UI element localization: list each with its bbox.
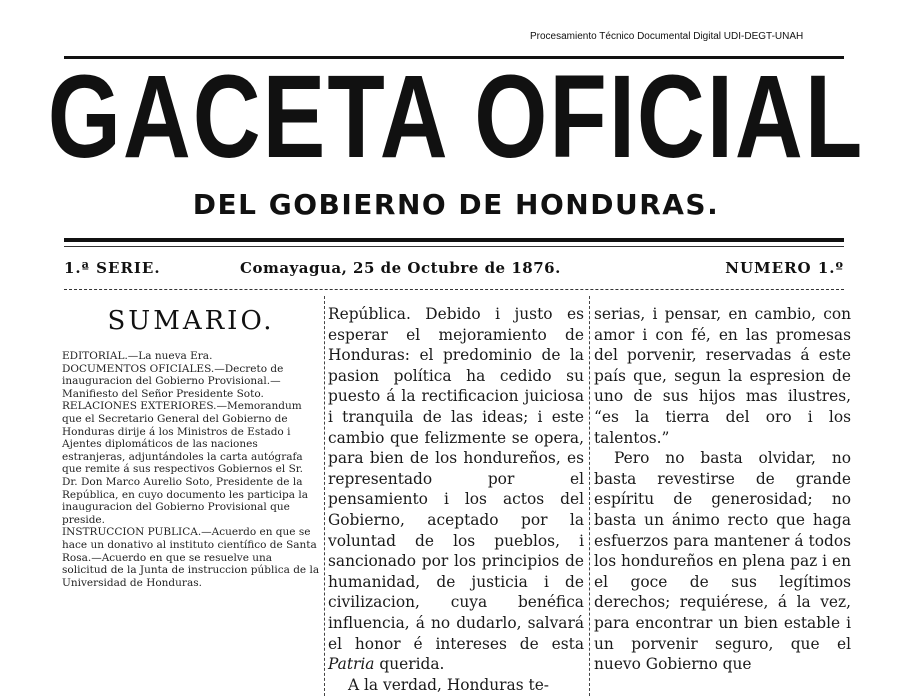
dateline-rule [64, 289, 844, 290]
serie-label: 1.ª SERIE. [64, 259, 161, 277]
paragraph: Pero no basta olvidar, no basta revestirse de grande espíritu de generosidad; no basta un ánimo recto que haga esfuerzos para mantener á todos los hondureños en plena paz i en el goce de sus legítimos derechos; requiérese, á la vez, para encontrar un bien estable i un porvenir seguro, que el nuevo Gobierno que [594, 449, 851, 674]
article-column-3 [594, 304, 851, 675]
summary-item-documentos: DOCUMENTOS OFICIALES.—Decreto de inauguracion del Gobierno Provisional.—Manifiesto del Señor Presidente Soto. [62, 362, 284, 400]
summary-column [62, 300, 320, 589]
summary-item-editorial: EDITORIAL.—La nueva Era. [62, 350, 213, 362]
dateline [64, 255, 844, 281]
paragraph-text: querida. [374, 655, 445, 674]
masthead-rule-thin [64, 246, 844, 247]
newspaper-subtitle: DEL GOBIERNO DE HONDURAS. [192, 188, 720, 221]
masthead-rule [64, 238, 844, 242]
paragraph [328, 304, 584, 675]
issue-number: NUMERO 1.º [725, 259, 844, 277]
paragraph: A la verdad, Honduras te- [348, 675, 550, 694]
summary-item-relaciones: RELACIONES EXTERIORES.—Memorandum que el Secretario General del Gobierno de Honduras dirije á los Ministros de Estado i Ajentes diplomáticos de las naciones estranjeras, adjuntándoles la carta autógrafa que remite á sus respectivos Gobiernos el Sr. Dr. Don Marco Aurelio Soto, Presidente de la República, en cuyo documento les participa la inauguracion del Gobierno Provisional que preside. [62, 400, 308, 526]
paragraph-text: República. Debido i justo es esperar el mejoramiento de Honduras: el predominio de la pasion política ha cedido su puesto á la rectificacion juiciosa i tranquila de las ideas; i este cambio que felizmente se opera, para bien de los hondureños, es representado por el pensamiento i los actos del Gobierno, aceptado por la voluntad de los pueblos, i sancionado por los principios de humanidad, de justicia i de civilizacion, cuya benéfica influencia, á no dudarlo, salvará el honor é intereses de esta [328, 305, 584, 653]
summary-heading: SUMARIO. [107, 306, 275, 336]
digitization-stamp: Procesamiento Técnico Documental Digital UDI-DEGT-UNAH [530, 31, 804, 42]
issue-date: Comayagua, 25 de Octubre de 1876. [240, 259, 561, 277]
column-divider [324, 296, 325, 696]
article-column-2 [328, 304, 584, 695]
emphasis-text: Patria [328, 655, 375, 674]
newspaper-title: GACETA OFICIAL [47, 50, 865, 182]
summary-list [62, 350, 320, 589]
paragraph: serias, i pensar, en cambio, con amor i con fé, en las promesas del porvenir, reservadas á este país que, segun la espresion de uno de sus hijos mas ilustres, “es la tierra del oro i los talentos.” [594, 305, 851, 447]
column-divider [589, 296, 590, 696]
summary-item-instruccion: INSTRUCCION PUBLICA.—Acuerdo en que se hace un donativo al instituto científico de Santa Rosa.—Acuerdo en que se resuelve una solicitud de la Junta de instruccion pública de la Universidad de Honduras. [62, 526, 320, 589]
